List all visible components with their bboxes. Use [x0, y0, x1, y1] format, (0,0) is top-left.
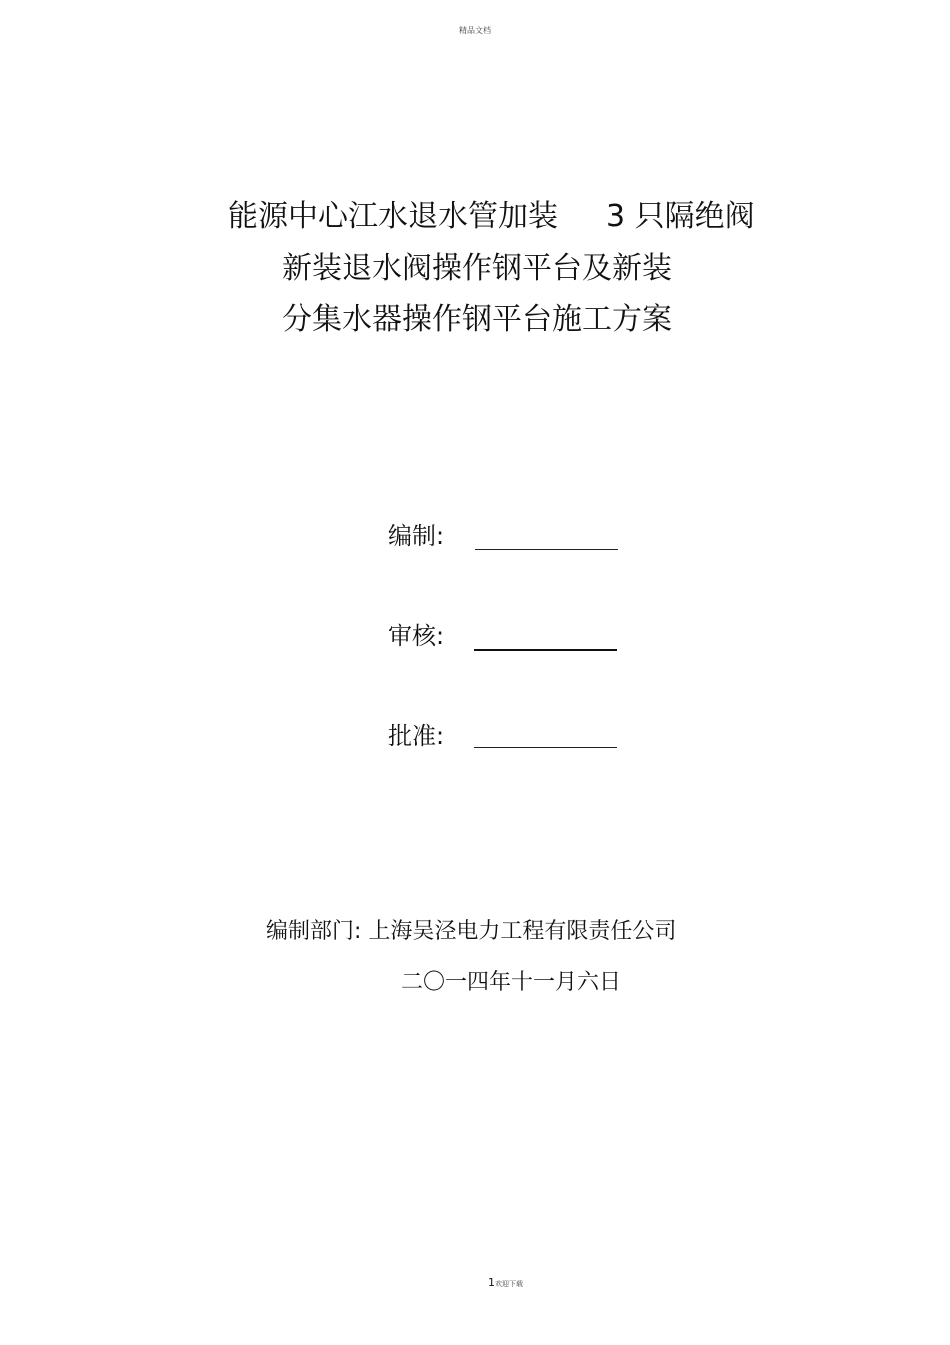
page-header-watermark: 精品文档	[459, 26, 491, 35]
title-line-1	[228, 200, 755, 234]
page-number: 1	[488, 1276, 495, 1289]
footer-text: 欢迎下载	[495, 1280, 523, 1288]
department-line: 编制部门: 上海吴泾电力工程有限责任公司	[266, 919, 677, 944]
title-line-2: 新装退水阀操作钢平台及新装	[282, 251, 672, 286]
approved-by-label: 批准:	[388, 722, 445, 750]
title-line-3: 分集水器操作钢平台施工方案	[282, 302, 672, 337]
date-line: 二〇一四年十一月六日	[401, 970, 622, 995]
compiled-by-signature-line	[475, 549, 618, 550]
reviewed-by-signature-line	[474, 649, 617, 651]
page-footer	[488, 1271, 523, 1290]
reviewed-by-label: 审核:	[388, 622, 445, 650]
title-line-1-part-2: 3 只隔绝阀	[606, 199, 755, 234]
compiled-by-label: 编制:	[388, 522, 445, 550]
title-line-1-part-1: 能源中心江水退水管加装	[228, 199, 558, 234]
approved-by-signature-line	[474, 747, 617, 748]
